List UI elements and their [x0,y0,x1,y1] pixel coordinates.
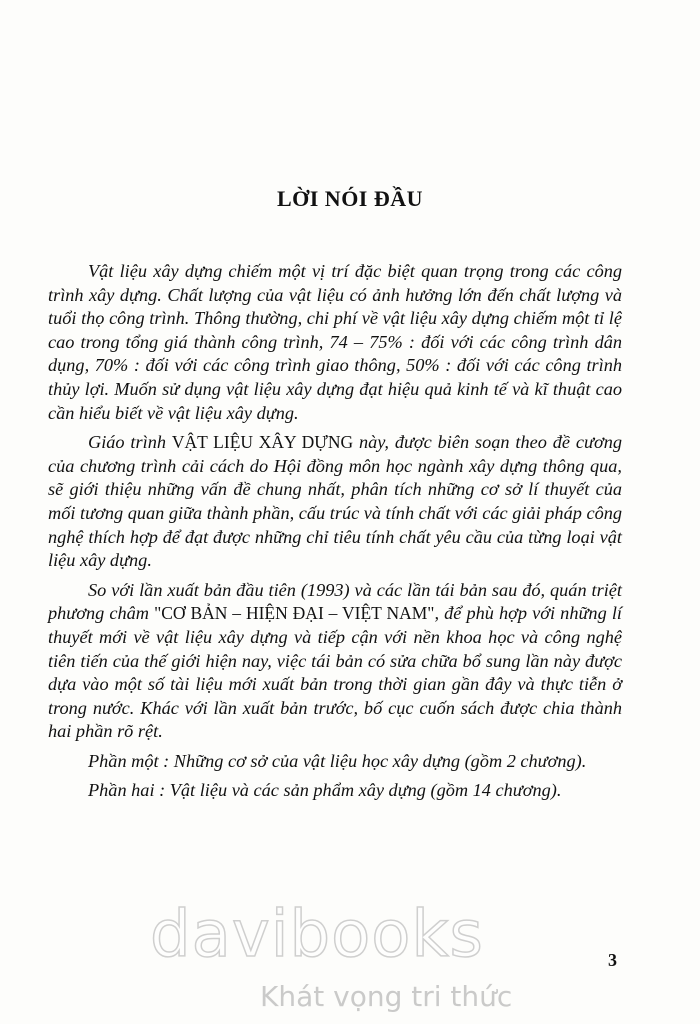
book-title-inline: VẬT LIỆU XÂY DỰNG [171,432,354,453]
paragraph-3-lead: So với lần xuất bản đầu tiên (1993) và các lần tái bản sau đó, quán triệt phương châm [48,579,622,624]
page-title: LỜI NÓI ĐẦU [276,186,424,211]
watermark-slogan: Khát vọng tri thức [260,980,513,1013]
paragraph-4: Phần một : Những cơ sở của vật liệu học xây dựng (gồm 2 chương). [88,750,587,771]
motto-inline: "CƠ BẢN – HIỆN ĐẠI – VIỆT NAM" [154,603,435,624]
page-number: 3 [608,950,617,970]
paragraph-2-lead: Giáo trình [88,432,172,453]
paragraph-3-rest: , để phù hợp với những lí thuyết mới về vật liệu xây dựng và tiếp cận với nền khoa học và công nghệ tiên tiến của thế giới hiện nay, việc tái bản có sửa chữa bổ sung lần này được dựa vào một số tài liệu mới xuất bản trong thời gian gần đây và thực tiễn ở trong nước. Khác với lần xuất bản trước, bố cục cuốn sách được chia thành hai phần rõ rệt. [48,603,622,742]
paragraph-5: Phần hai : Vật liệu và các sản phẩm xây dựng (gồm 14 chương). [88,780,562,801]
paragraph-3 [48,579,622,744]
paragraph-2 [48,431,622,573]
preface-body [48,260,622,809]
watermark-logo: davibooks [150,898,484,972]
paragraph-2-rest: này, được biên soạn theo đề cương của chương trình cải cách do Hội đồng môn học ngành xây dựng thông qua, sẽ giới thiệu những vấn đề chung nhất, phân tích những cơ sở lí thuyết của mối tương quan giữa thành phần, cấu trúc và tính chất với các giải pháp công nghệ thích hợp để đạt được những chỉ tiêu tính chất yêu cầu của từng loại vật liệu xây dựng. [48,432,622,571]
paragraph-1: Vật liệu xây dựng chiếm một vị trí đặc biệt quan trọng trong các công trình xây dựng. Chất lượng của vật liệu có ảnh hưởng lớn đến chất lượng và tuổi thọ công trình. Thông thường, chi phí về vật liệu xây dựng chiếm một tỉ lệ cao trong tổng giá thành công trình, 74 – 75% : đối với các công trình dân dụng, 70% : đối với các công trình giao thông, 50% : đối với các công trình thủy lợi. Muốn sử dụng vật liệu xây dựng đạt hiệu quả kinh tế và kĩ thuật cao cần hiểu biết về vật liệu xây dựng. [48,261,622,423]
